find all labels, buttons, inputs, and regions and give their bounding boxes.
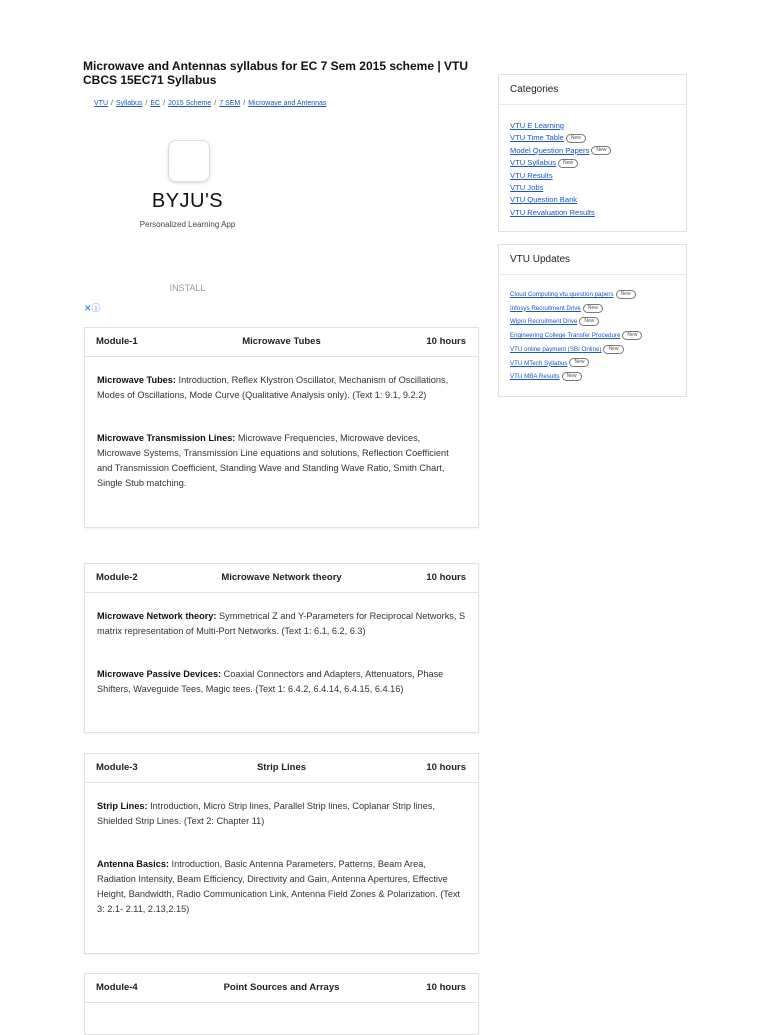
- module-hours: 10 hours: [426, 982, 466, 993]
- module-card-1: [84, 327, 479, 528]
- breadcrumb-separator: /: [214, 100, 217, 107]
- paragraph-text: Introduction, Micro Strip lines, Parallel Strip lines, Coplanar Strip lines, Shielded Strip Lines. (Text 2: Chapter 11): [97, 801, 436, 827]
- module-card-4: [84, 973, 479, 1035]
- list-item: [510, 207, 686, 219]
- paragraph-heading: Microwave Tubes:: [97, 375, 176, 385]
- module-paragraph: [97, 373, 466, 404]
- breadcrumb-separator: /: [145, 100, 148, 107]
- list-item: [510, 302, 686, 316]
- updates-list: [499, 275, 686, 396]
- list-item: [510, 357, 686, 371]
- module-hours: 10 hours: [426, 572, 466, 583]
- ad-install-button[interactable]: INSTALL: [169, 283, 206, 293]
- breadcrumb-syllabus[interactable]: Syllabus: [115, 100, 143, 107]
- list-item: [510, 329, 686, 343]
- module-body: [85, 357, 478, 527]
- categories-card: [498, 74, 687, 232]
- module-card-2: [84, 563, 479, 733]
- module-topic: Microwave Network theory: [221, 572, 342, 583]
- module-name: Module-4: [96, 982, 138, 993]
- module-hours: 10 hours: [426, 762, 466, 773]
- paragraph-heading: Microwave Passive Devices:: [97, 668, 222, 679]
- module-topic: Strip Lines: [256, 762, 307, 773]
- module-paragraph: [97, 799, 466, 830]
- module-paragraph: [97, 431, 466, 492]
- module-header: [85, 564, 478, 593]
- paragraph-text: Introduction, Reflex Klystron Oscillator, Mechanism of Oscillations, Modes of Oscillations, Mode Curve (Qualitative Analysis only). (Text 1: 9.1, 9.2.2): [97, 375, 449, 401]
- new-badge: New: [569, 358, 589, 367]
- module-paragraph: [97, 609, 466, 640]
- new-badge: New: [566, 134, 586, 143]
- update-link[interactable]: Cloud Computing vtu question papers: [510, 291, 614, 298]
- module-body: [85, 593, 478, 732]
- updates-card: [498, 244, 687, 397]
- category-link[interactable]: VTU E Learning: [510, 121, 565, 130]
- category-link[interactable]: VTU Revaluation Results: [510, 207, 595, 217]
- update-link[interactable]: VTU online payment (SBI Online): [510, 345, 602, 353]
- update-link[interactable]: VTU MBA Results: [510, 373, 560, 381]
- breadcrumb-2015-scheme[interactable]: 2015 Scheme: [168, 100, 212, 107]
- module-topic: Microwave Tubes: [242, 336, 321, 347]
- category-link[interactable]: VTU Time Table: [510, 133, 564, 143]
- list-item: [510, 120, 686, 132]
- module-topic: Point Sources and Arrays: [223, 982, 340, 993]
- module-header: [85, 974, 478, 1003]
- updates-title: VTU Updates: [499, 245, 686, 275]
- list-item: [510, 132, 686, 144]
- breadcrumb-microwave-antennas[interactable]: Microwave and Antennas: [248, 100, 327, 107]
- category-link[interactable]: VTU Question Bank: [510, 195, 578, 205]
- ad-close-icon[interactable]: ✕ⓘ: [84, 303, 101, 313]
- update-link[interactable]: Infosys Recruitment Drive: [510, 304, 581, 312]
- new-badge: New: [622, 331, 642, 340]
- module-header: [85, 754, 478, 783]
- breadcrumb-separator: /: [243, 100, 246, 107]
- categories-title: Categories: [499, 75, 686, 105]
- breadcrumb-separator: /: [111, 100, 113, 107]
- update-link[interactable]: VTU MTech Syllabus: [510, 359, 568, 367]
- breadcrumb-ec[interactable]: EC: [150, 100, 161, 107]
- module-hours: 10 hours: [426, 336, 466, 347]
- list-item: [510, 194, 686, 206]
- paragraph-text: Coaxial Connectors and Adapters, Attenuators, Phase Shifters, Waveguide Tees, Magic tees. (Text 1: 6.4.2, 6.4.14, 6.4.15, 6.4.16): [97, 668, 444, 694]
- module-name: Module-1: [96, 336, 138, 347]
- breadcrumb-separator: /: [163, 100, 166, 107]
- update-link[interactable]: Engineering College Transfer Procedure: [510, 332, 621, 340]
- list-item: [510, 288, 686, 302]
- list-item: [510, 315, 686, 329]
- breadcrumb-7-sem[interactable]: 7 SEM: [219, 100, 241, 107]
- list-item: [510, 370, 686, 384]
- paragraph-text: Symmetrical Z and Y-Parameters for Reciprocal Networks, S matrix representation of Multi-Port Networks. (Text 1: 6.1, 6.2, 6.3): [97, 611, 466, 637]
- list-item: [510, 170, 686, 182]
- ad-brand-name[interactable]: BYJU'S: [151, 190, 224, 212]
- list-item: [510, 343, 686, 357]
- ad-app-icon[interactable]: [168, 140, 210, 182]
- list-item: [510, 157, 686, 169]
- module-paragraph: [97, 857, 466, 918]
- paragraph-text: Introduction, Basic Antenna Parameters, Patterns, Beam Area, Radiation Intensity, Beam Efficiency, Directivity and Gain, Antenna Apertures, Effective Height, Bandwidth, Radio Communication Link, Antenna Field Zones & Polarization. (Text 3: 2.1- 2.11, 2.13,2.15): [97, 858, 461, 915]
- new-badge: New: [603, 345, 623, 354]
- paragraph-heading: Antenna Basics:: [97, 858, 169, 869]
- module-name: Module-3: [96, 762, 138, 773]
- paragraph-heading: Microwave Transmission Lines:: [97, 432, 236, 443]
- module-header: [85, 328, 478, 357]
- categories-list: [499, 105, 686, 231]
- category-link[interactable]: Model Question Papers: [510, 145, 590, 155]
- new-badge: New: [579, 317, 599, 326]
- list-item: [510, 182, 686, 194]
- page-title: Microwave and Antennas syllabus for EC 7 Sem 2015 scheme | VTU CBCS 15EC71 Syllabus: [83, 59, 469, 87]
- module-card-3: [84, 753, 479, 954]
- breadcrumb: [94, 100, 326, 107]
- new-badge: New: [562, 372, 582, 381]
- category-link[interactable]: VTU Results: [510, 170, 553, 180]
- module-body: [85, 783, 478, 953]
- module-name: Module-2: [96, 572, 138, 583]
- list-item: [510, 145, 686, 157]
- new-badge: New: [583, 304, 603, 313]
- new-badge: New: [591, 146, 611, 155]
- paragraph-heading: Microwave Network theory:: [97, 611, 217, 621]
- ad-tagline: Personalized Learning App: [139, 220, 236, 229]
- paragraph-text: Microwave Frequencies, Microwave devices, Microwave Systems, Transmission Line equations and solutions, Reflection Coefficient and Transmission Coefficient, Standing Wave and Standing Wave Ratio, Smith Chart, Single Stub matching.: [97, 432, 449, 489]
- category-link[interactable]: VTU Syllabus: [510, 158, 557, 168]
- update-link[interactable]: Wipro Recruitment Drive: [510, 318, 578, 326]
- new-badge: New: [616, 290, 636, 299]
- paragraph-heading: Strip Lines:: [97, 801, 148, 811]
- breadcrumb-vtu[interactable]: VTU: [94, 100, 108, 107]
- category-link[interactable]: VTU Jobs: [510, 183, 544, 193]
- module-paragraph: [97, 667, 466, 698]
- new-badge: New: [558, 159, 578, 168]
